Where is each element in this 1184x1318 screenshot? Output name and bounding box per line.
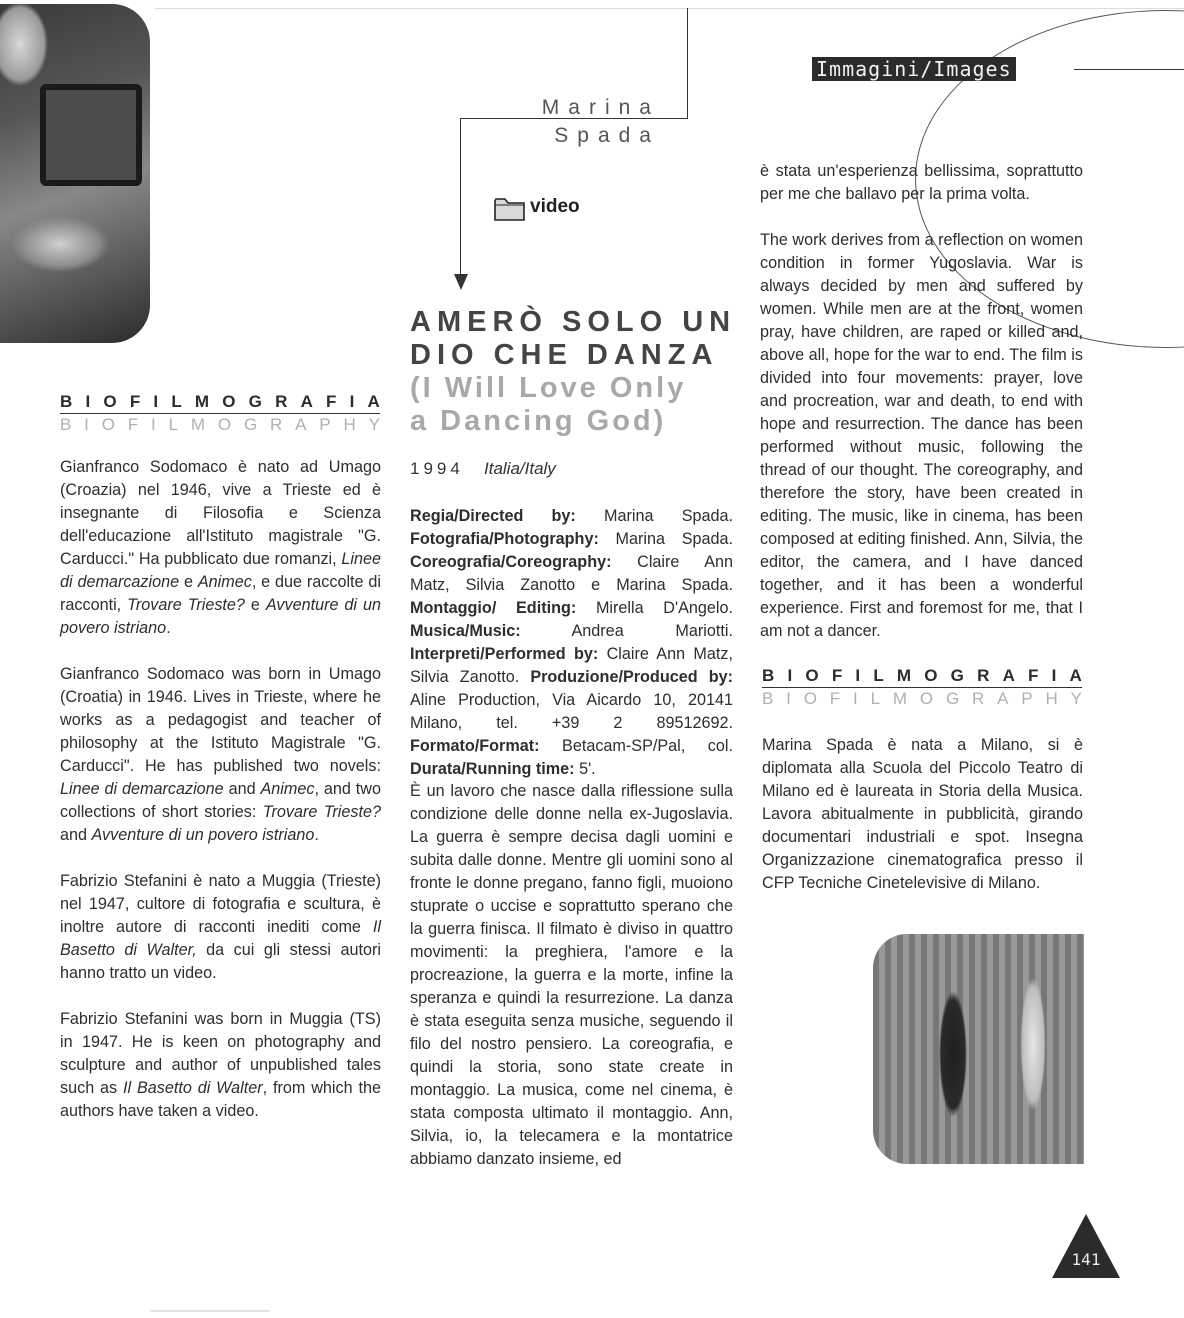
- biography-paragraph: [60, 1008, 381, 1123]
- italic-title: Il Basetto di Walter: [123, 1079, 263, 1097]
- heading-letter: A: [997, 689, 1009, 708]
- heading-letter: R: [977, 666, 990, 685]
- heading-letter: M: [190, 415, 206, 434]
- author-first-name: Marina: [541, 96, 660, 119]
- italic-title: Trovare Trieste?: [262, 803, 382, 821]
- heading-letter: O: [805, 666, 819, 685]
- page-number: 141: [1071, 1250, 1101, 1269]
- synopsis-italian: [410, 780, 733, 1171]
- heading-letter: I: [153, 392, 159, 411]
- heading-letter: O: [919, 689, 934, 708]
- heading-letter: O: [101, 415, 115, 434]
- biofilmography-heading: [60, 392, 380, 412]
- heading-letter: F: [1028, 666, 1039, 685]
- heading-letter: I: [349, 392, 355, 411]
- credit-value: Andrea Mariotti.: [520, 622, 733, 640]
- biofilmography-subheading: [60, 415, 380, 435]
- heading-letter: O: [924, 666, 938, 685]
- synopsis-english: [760, 229, 1083, 643]
- synopsis-italian-text: È un lavoro che nasce dalla riflessione sulla condizione delle donne nella ex-Jugoslavia. La guerra è sempre decisa dagli uomini e subita dalle donne. Mentre gli uomini sono al fronte le donne pregano, fanno figli, muoiono stuprate o uccise e soprattutto sperano che la guerra finisca. Il filmato è diviso in quattro movimenti: la preghiera, l'amore e la procreazione, la guerra e la morte, infine la speranza e quindi la resurrezione. La danza è stata eseguita senza musiche, seguendo il filo del nostro pensiero. La coreografia, e quindi la storia, sono state create in montaggio. La musica, come nel cinema, è stata composta ultimato il montaggio. Ann, Silvia, io, la telecamera e la montatrice abbiamo danzato insieme, ed: [410, 782, 733, 1168]
- heading-letter: B: [60, 392, 73, 411]
- heading-letter: A: [300, 392, 313, 411]
- heading-letter: Y: [368, 415, 380, 434]
- arrow-down-icon: [454, 274, 468, 290]
- heading-letter: F: [326, 392, 337, 411]
- heading-letter: B: [762, 666, 775, 685]
- heading-letter: L: [171, 392, 182, 411]
- heading-letter: L: [870, 689, 881, 708]
- heading-letter: I: [786, 689, 791, 708]
- heading-letter: O: [103, 392, 117, 411]
- heading-letter: G: [248, 392, 262, 411]
- heading-letter: L: [168, 415, 179, 434]
- heading-letter: I: [853, 689, 858, 708]
- scan-mark: [150, 1310, 270, 1312]
- heading-letter: M: [194, 392, 210, 411]
- heading-letter: A: [367, 392, 380, 411]
- biography-right: [762, 734, 1083, 895]
- heading-letter: A: [1069, 666, 1082, 685]
- italic-title: Linee di demarcazione: [60, 550, 381, 591]
- credit-label: Fotografia/Photography:: [410, 530, 599, 548]
- paragraph-text: .: [166, 619, 171, 637]
- heading-letter: P: [1021, 689, 1033, 708]
- credit-value: Mirella D'Angelo.: [576, 599, 733, 617]
- credit-label: Durata/Running time:: [410, 760, 575, 778]
- italic-title: Animec: [197, 573, 252, 591]
- credit-label: Interpreti/Performed by:: [410, 645, 599, 663]
- italic-title: Linee di demarcazione: [60, 780, 224, 798]
- biography-left: [60, 456, 381, 1123]
- heading-rule: [60, 413, 380, 414]
- italic-title: Trovare Trieste?: [127, 596, 245, 614]
- heading-letter: I: [787, 666, 793, 685]
- heading-letter: G: [950, 666, 964, 685]
- heading-letter: I: [1051, 666, 1057, 685]
- paragraph-text: Fabrizio Stefanini è nato a Muggia (Trieste) nel 1947, cultore di fotografia e scultura, è inoltre autore di racconti inediti come: [60, 872, 381, 936]
- connector-line: [460, 118, 461, 278]
- credit-value: Claire Ann Matz, Silvia Zanotto e Marina Spada.: [410, 553, 733, 594]
- heading-letter: I: [855, 666, 861, 685]
- paragraph-text: , and two collections of short stories:: [60, 780, 381, 821]
- category-label: video: [530, 196, 580, 217]
- credit-label: Musica/Music:: [410, 622, 521, 640]
- film-title-english: (I Will Love Only: [410, 372, 687, 404]
- paragraph-text: , from which the authors have taken a video.: [60, 1079, 381, 1120]
- paragraph-text: and: [60, 826, 92, 844]
- heading-letter: I: [84, 415, 89, 434]
- heading-letter: R: [270, 415, 283, 434]
- credit-value: Marina Spada.: [598, 530, 733, 548]
- credit-label: Montaggio/ Editing:: [410, 599, 577, 617]
- heading-letter: O: [217, 415, 232, 434]
- heading-letter: I: [85, 392, 91, 411]
- heading-rule: [762, 687, 1082, 688]
- heading-letter: B: [762, 689, 774, 708]
- heading-letter: H: [343, 415, 356, 434]
- film-title-italian: DIO CHE DANZA: [410, 339, 719, 371]
- paragraph-text: and: [223, 780, 261, 798]
- paragraph-text: Gianfranco Sodomaco è nato ad Umago (Croazia) nel 1946, vive a Trieste ed è insegnante di Filosofia e Scienza dell'educazione all'Istituto magistrale "G. Carducci." Ha pubblicato due romanzi,: [60, 458, 381, 568]
- heading-letter: H: [1045, 689, 1058, 708]
- italic-title: Il Basetto di Walter,: [60, 918, 381, 959]
- synopsis-italian-text: è stata un'esperienza bellissima, soprattutto per me che ballavo per la prima volta.: [760, 162, 1083, 203]
- credit-value: Claire Ann Matz, Silvia Zanotto.: [410, 645, 733, 686]
- paragraph-text: , e due raccolte di racconti,: [60, 573, 381, 614]
- italic-title: Avventure di un povero istriano: [60, 596, 381, 637]
- heading-letter: G: [243, 415, 258, 434]
- biofilmography-heading: [762, 666, 1082, 686]
- film-year: 1994: [410, 459, 464, 478]
- biography-paragraph: [60, 870, 381, 985]
- heading-letter: R: [972, 689, 985, 708]
- biography-paragraph: Marina Spada è nata a Milano, si è diplomata alla Scuola del Piccolo Teatro di Milano ed è laureata in Storia della Musica. Lavora abitualmente in pubblicità, girando documentari industriali e spot. Insegna Organizzazione cinematografica presso il CFP Tecniche Cinetelevisive di Milano.: [762, 736, 1083, 892]
- heading-letter: F: [129, 392, 141, 411]
- heading-letter: A: [295, 415, 307, 434]
- heading-letter: F: [127, 415, 139, 434]
- credit-value: Marina Spada.: [575, 507, 733, 525]
- author-last-name: Spada: [554, 124, 660, 147]
- heading-letter: A: [1002, 666, 1015, 685]
- credit-label: Produzione/Produced by:: [530, 668, 733, 686]
- biofilmography-subheading: [762, 689, 1082, 709]
- folder-icon: [494, 196, 526, 222]
- heading-letter: L: [873, 666, 884, 685]
- synopsis-italian-continued: [760, 160, 1083, 206]
- heading-letter: Y: [1070, 689, 1082, 708]
- credit-value: Betacam-SP/Pal, col.: [539, 737, 733, 755]
- biography-paragraph: [60, 456, 381, 640]
- film-title-italian: AMERÒ SOLO UN: [410, 306, 737, 338]
- italic-title: Avventure di un povero istriano: [91, 826, 315, 844]
- film-title-english: a Dancing God): [410, 405, 667, 437]
- heading-letter: M: [896, 666, 912, 685]
- credit-label: Coreografia/Coreography:: [410, 553, 612, 571]
- heading-letter: M: [892, 689, 908, 708]
- heading-letter: G: [945, 689, 960, 708]
- credit-value: Aline Production, Via Aicardo 10, 20141 Milano, tel. +39 2 89512692.: [410, 691, 733, 732]
- credit-value: 5'.: [574, 760, 596, 778]
- connector-line: [687, 8, 688, 118]
- dancers-photo-bottom: [873, 934, 1084, 1164]
- heading-letter: O: [803, 689, 817, 708]
- synopsis-english-text: The work derives from a reflection on women condition in former Yugoslavia. War is always decided by men and suffered by women. While men are at the front, women pray, have children, are raped or killed and, above all, hope for the war to end. The film is divided into four movements: prayer, love and procreation, war and death, to end with hope and resurrection. The dance has been performed without music, following the thread of our thought. The coreography, and therefore the story, have been created in editing. The music, like in cinema, has been composed at editing finished. Ann, Silvia, the editor, the camera, and I have danced together, and it has been a wonderful experience. First and foremost for me, that I am not a dancer.: [760, 231, 1083, 640]
- paragraph-text: Fabrizio Stefanini was born in Muggia (TS) in 1947. He is keen on photography and sculpture and author of unpublished tales such as: [60, 1010, 381, 1097]
- heading-letter: I: [151, 415, 156, 434]
- biography-paragraph: [60, 663, 381, 847]
- heading-letter: P: [319, 415, 331, 434]
- paragraph-text: .: [314, 826, 319, 844]
- heading-letter: F: [829, 689, 841, 708]
- section-tag: Immagini/Images: [812, 57, 1016, 81]
- paragraph-text: e: [179, 573, 198, 591]
- credit-label: Regia/Directed by:: [410, 507, 576, 525]
- paragraph-text: da cui gli stessi autori hanno tratto un video.: [60, 941, 381, 982]
- heading-letter: B: [60, 415, 72, 434]
- paragraph-text: e: [244, 596, 266, 614]
- photo-frame-shape: [40, 84, 142, 186]
- italic-title: Animec: [260, 780, 315, 798]
- top-rule: [155, 8, 1184, 9]
- credit-label: Formato/Format:: [410, 737, 540, 755]
- section-tag-line: [1074, 69, 1184, 70]
- film-country: Italia/Italy: [484, 459, 556, 478]
- heading-letter: F: [831, 666, 843, 685]
- heading-letter: O: [222, 392, 236, 411]
- paragraph-text: Gianfranco Sodomaco was born in Umago (Croatia) in 1946. Lives in Trieste, where he works as a pedagogist and teacher of philosophy at the Istituto Magistrale "G. Carducci". He has published two novels:: [60, 665, 381, 775]
- heading-letter: R: [275, 392, 288, 411]
- film-credits: [410, 505, 733, 781]
- dancer-photo-top: [0, 4, 150, 343]
